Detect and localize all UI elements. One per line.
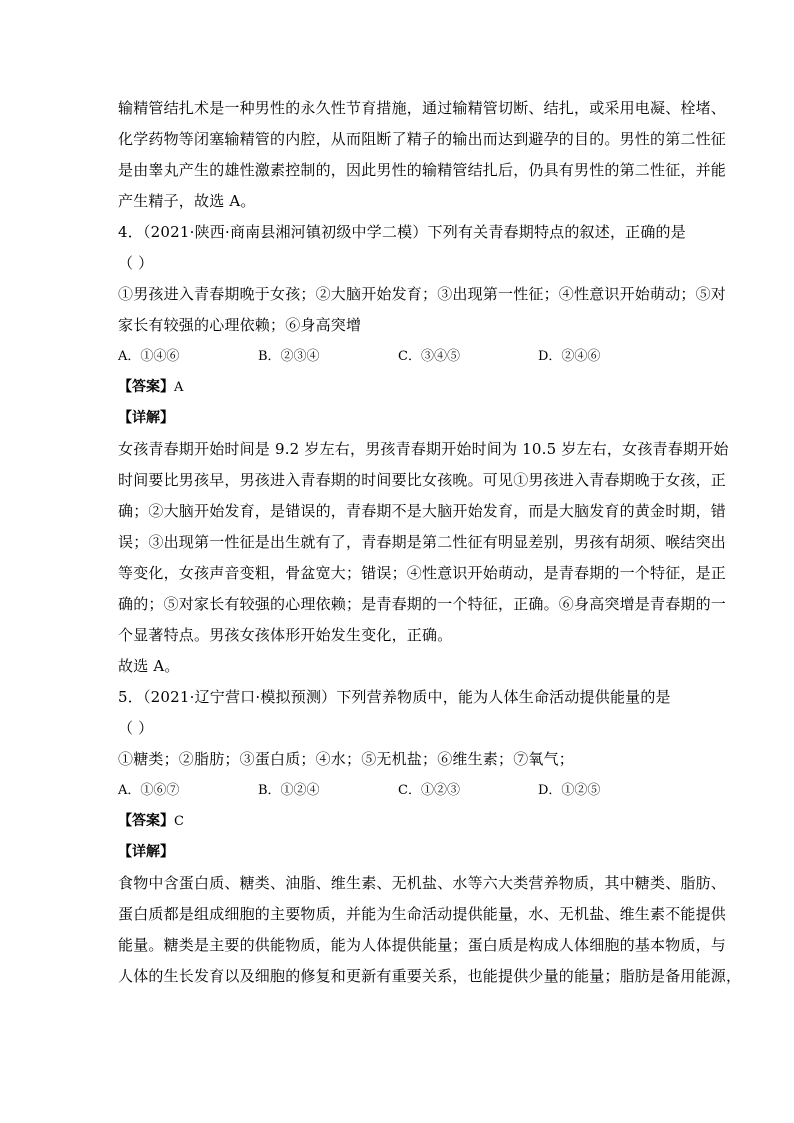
option-d: D．②④⑥ <box>538 349 601 364</box>
detail-paragraph <box>118 434 729 682</box>
intro-line: 化学药物等闭塞输精管的内腔，从而阻断了精子的输出而达到避孕的目的。男性的第二性征 <box>118 130 727 148</box>
option-a: A．①⑥⑦ <box>118 783 180 798</box>
detail-line: 确；②大脑开始发育，是错误的，青春期不是大脑开始发育，而是大脑发育的黄金时期，错 <box>118 502 727 520</box>
answer-row <box>118 806 680 837</box>
question-items-line: 家长有较强的心理依赖；⑥身高突增 <box>118 316 362 334</box>
option-b: B．①②④ <box>258 783 320 798</box>
intro-line: 是由睾丸产生的雄性激素控制的，因此男性的输精管结扎后，仍具有男性的第二性征，并能 <box>118 161 727 179</box>
option-d: D．①②⑤ <box>538 783 601 798</box>
detail-line: 蛋白质都是组成细胞的主要物质，并能为生命活动提供能量，水、无机盐、维生素不能提供 <box>118 905 727 923</box>
question-stem: 5．（2021·辽宁营口·模拟预测）下列营养物质中，能为人体生命活动提供能量的是 <box>118 688 671 706</box>
detail-line: 女孩青春期开始时间是 9.2 岁左右，男孩青春期开始时间为 10.5 岁左右，女孩青春期开始 <box>118 440 729 458</box>
detail-line: 故选 A。 <box>118 657 180 675</box>
answer-label: 【答案】 <box>118 813 174 829</box>
option-c: C．①②③ <box>398 783 460 798</box>
question-items-line: ①糖类；②脂肪；③蛋白质；④水；⑤无机盐；⑥维生素；⑦氧气； <box>118 750 575 768</box>
detail-line: 人体的生长发育以及细胞的修复和更新有重要关系，也能提供少量的能量；脂肪是备用能源， <box>118 967 742 985</box>
intro-paragraph <box>118 93 727 217</box>
question-stem: 4．（2021·陕西·商南县湘河镇初级中学二模）下列有关青春期特点的叙述，正确的是 <box>118 223 686 241</box>
detail-line: 确的；⑤对家长有较强的心理依赖；是青春期的一个特征，正确。⑥身高突增是青春期的一 <box>118 595 727 613</box>
intro-line: 产生精子，故选 A。 <box>118 192 256 210</box>
answer-row <box>118 372 680 403</box>
answer-blank: （ ） <box>118 254 154 272</box>
document-page <box>118 93 742 992</box>
options-row <box>118 775 680 806</box>
detail-line: 等变化，女孩声音变粗，骨盆宽大；错误；④性意识开始萌动，是青春期的一个特征，是正 <box>118 564 727 582</box>
detail-line: 食物中含蛋白质、糖类、油脂、维生素、无机盐、水等六大类营养物质，其中糖类、脂肪、 <box>118 874 727 892</box>
detail-line: 个显著特点。男孩女孩体形开始发生变化，正确。 <box>118 626 453 644</box>
question-items-line: ①男孩进入青春期晚于女孩；②大脑开始发育；③出现第一性征；④性意识开始萌动；⑤对 <box>118 285 727 303</box>
detail-label: 【详解】 <box>118 410 174 426</box>
answer-blank: （ ） <box>118 719 154 737</box>
option-a: A．①④⑥ <box>118 349 180 364</box>
question-4 <box>118 217 729 682</box>
intro-line: 输精管结扎术是一种男性的永久性节育措施，通过输精管切断、结扎，或采用电凝、栓堵、 <box>118 99 727 117</box>
answer-value: C <box>174 814 184 829</box>
option-b: B．②③④ <box>258 349 320 364</box>
detail-paragraph <box>118 868 742 992</box>
question-5 <box>118 682 742 992</box>
detail-line: 能量。糖类是主要的供能物质，能为人体提供能量；蛋白质是构成人体细胞的基本物质，与 <box>118 936 727 954</box>
answer-value: A <box>174 380 184 395</box>
options-row <box>118 341 680 372</box>
detail-label: 【详解】 <box>118 844 174 860</box>
answer-label: 【答案】 <box>118 379 174 395</box>
detail-line: 时间要比男孩早，男孩进入青春期的时间要比女孩晚。可见①男孩进入青春期晚于女孩，正 <box>118 471 727 489</box>
detail-line: 误；③出现第一性征是出生就有了，青春期是第二性征有明显差别，男孩有胡须、喉结突出 <box>118 533 727 551</box>
option-c: C．③④⑤ <box>398 349 460 364</box>
